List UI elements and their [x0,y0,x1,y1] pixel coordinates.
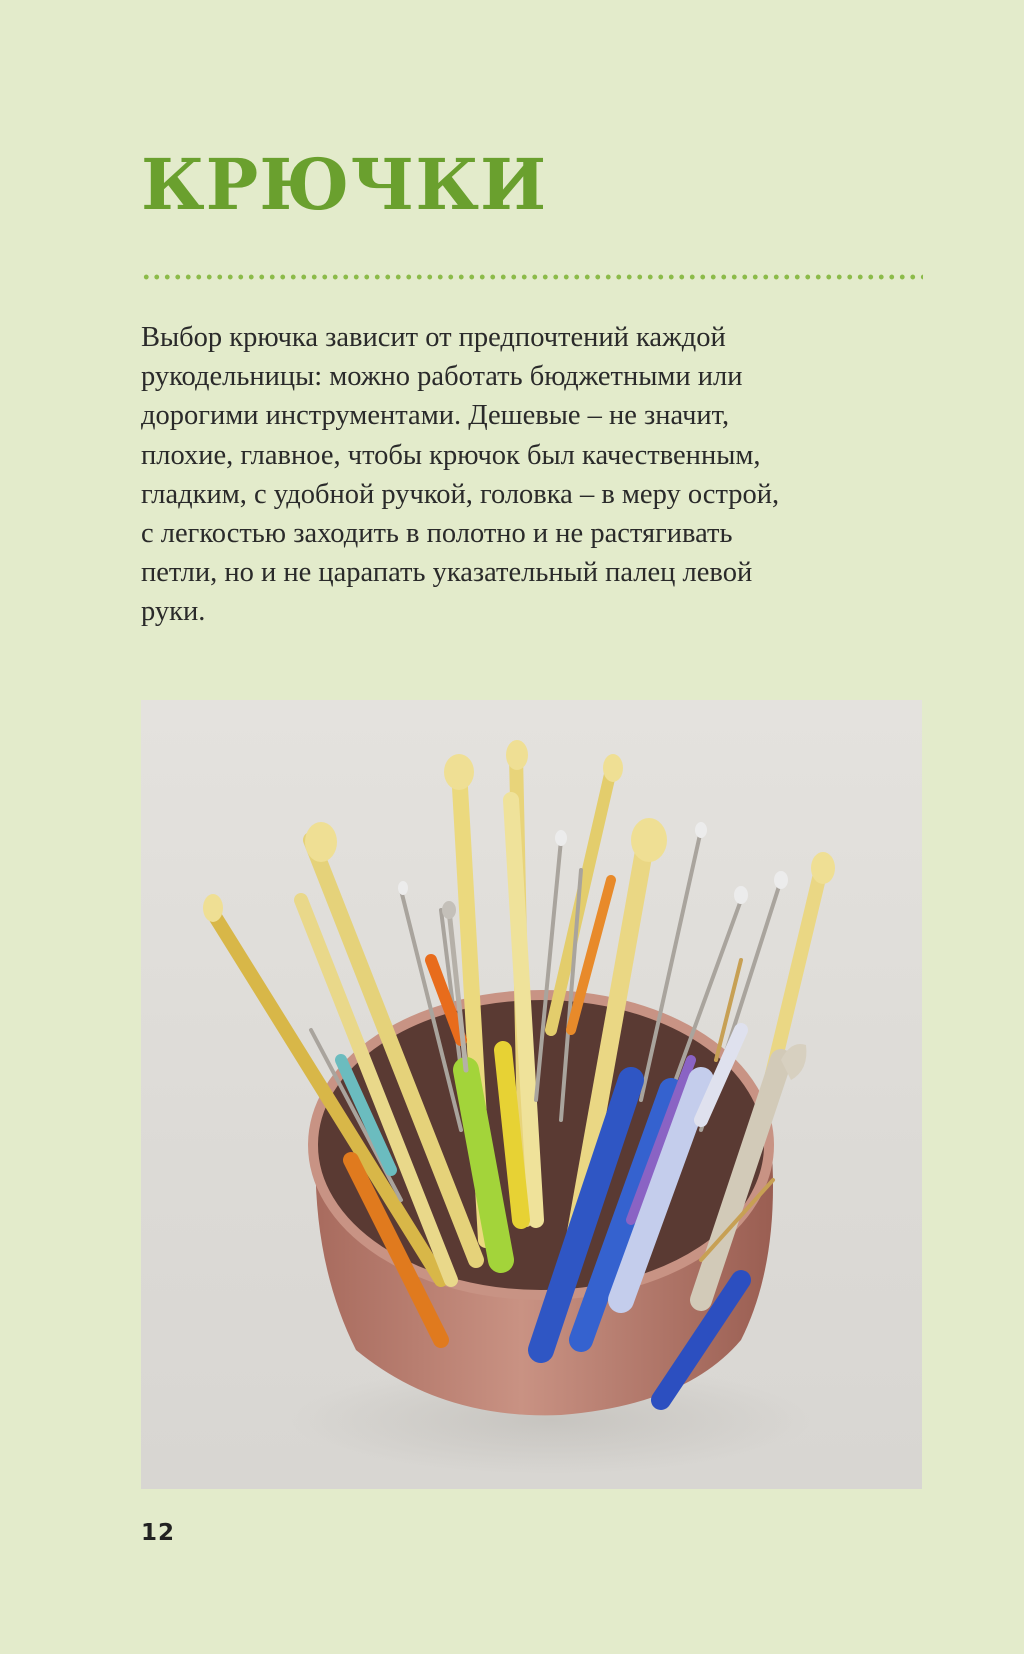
paragraph-line: руки. [141,596,206,628]
paragraph-line: с легкостью заходить в полотно и не растягивать [141,518,733,550]
paragraph-line: дорогими инструментами. Дешевые – не значит, [141,400,730,432]
paragraph-line: Выбор крючка зависит от предпочтений каждой [141,322,726,353]
crochet-hooks-photo [141,700,922,1489]
dotted-divider [141,274,923,280]
crochet-hooks-illustration [141,700,922,1489]
paragraph-line: рукодельницы: можно работать бюджетными или [141,361,743,393]
paragraph-line: плохие, главное, чтобы крючок был качественным, [141,439,761,471]
paragraph-line: гладким, с удобной ручкой, головка – в меру острой, [141,478,780,510]
body-paragraph [141,318,931,632]
page-title: КРЮЧКИ [141,143,548,226]
paragraph-line: петли, но и не царапать указательный палец левой [141,557,753,589]
page-number: 12 [141,1520,176,1546]
